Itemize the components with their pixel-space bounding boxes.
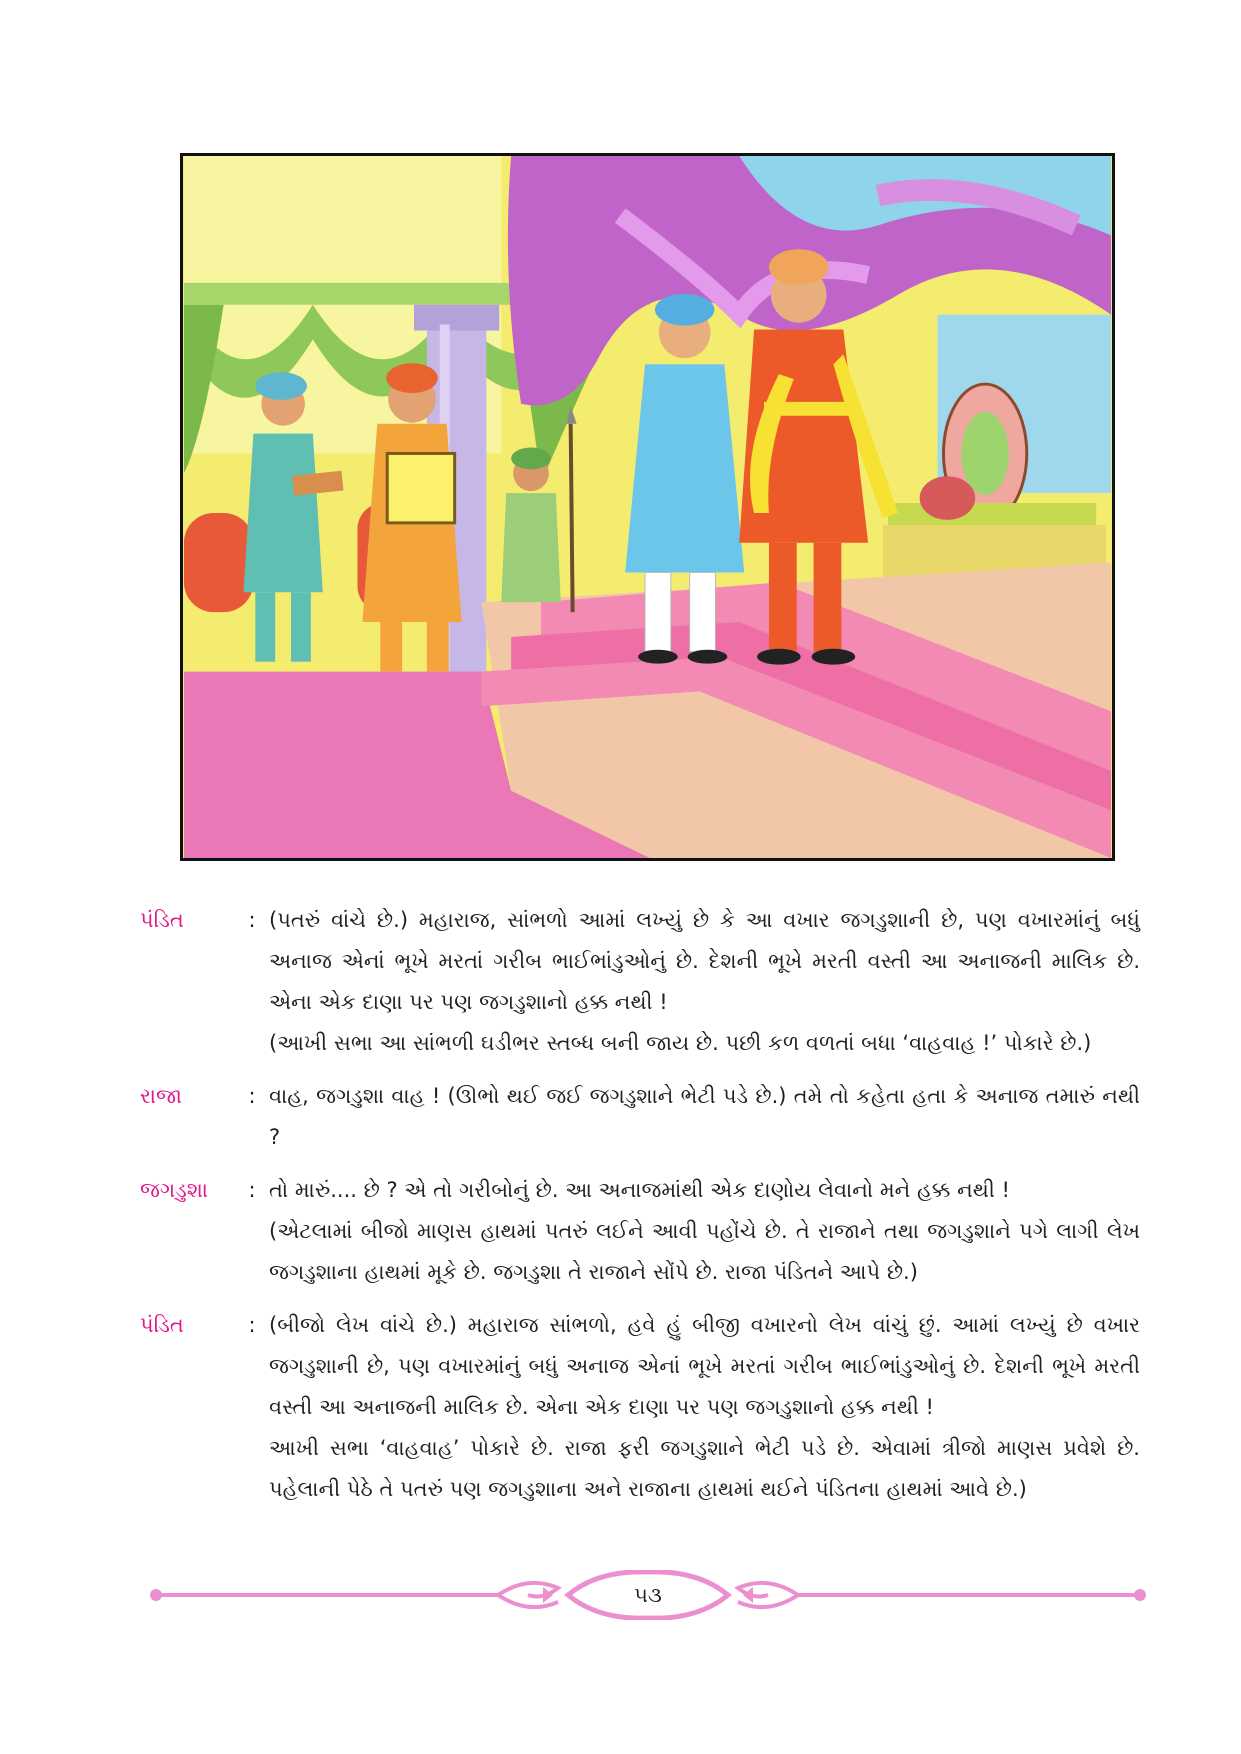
page-footer — [148, 1570, 1148, 1620]
dialogue-section — [140, 900, 1140, 1522]
dialogue-entry — [140, 1170, 1140, 1293]
royal-court-scene — [183, 156, 1112, 858]
speaker-colon: : — [248, 908, 256, 932]
dialogue-entry — [140, 1076, 1140, 1158]
dialogue-line: વાહ, જગડુશા વાહ ! (ઊભો થઈ જઈ જગડુશાને ભેટી પડે છે.) તમે તો કહેતા હતા કે અનાજ તમારું નથી ? — [269, 1084, 1140, 1149]
speaker-name: પંડિત — [140, 908, 184, 932]
speaker-colon: : — [248, 1178, 256, 1202]
dialogue-line: (પતરું વાંચે છે.) મહારાજ, સાંભળો આમાં લખ્યું છે કે આ વખાર જગડુશાની છે, પણ વખારમાંનું બધું અનાજ એનાં ભૂખે મરતાં ગરીબ ભાઈભાંડુઓનું છે. દેશની ભૂખે મરતી વસ્તી આ અનાજની માલિક છે. એના એક દાણા પર પણ જગડુશાનો હક્ક નથી ! — [269, 908, 1140, 1014]
speaker-colon: : — [248, 1313, 256, 1337]
speaker-name: પંડિત — [140, 1313, 184, 1337]
dialogue-entry — [140, 900, 1140, 1064]
speaker-name: રાજા — [140, 1084, 182, 1108]
speaker-name: જગડુશા — [140, 1178, 209, 1202]
dialogue-entry — [140, 1305, 1140, 1510]
stage-direction: (એટલામાં બીજો માણસ હાથમાં પતરું લઈને આવી પહોંચે છે. તે રાજાને તથા જગડુશાને પગે લાગી લેખ જગડુશાના હાથમાં મૂકે છે. જગડુશા તે રાજાને સોંપે છે. રાજા પંડિતને આપે છે.) — [269, 1219, 1140, 1284]
stage-direction: (આખી સભા આ સાંભળી ઘડીભર સ્તબ્ધ બની જાય છે. પછી કળ વળતાં બધા ‘વાહવાહ !’ પોકારે છે.) — [269, 1031, 1092, 1055]
speaker-colon: : — [248, 1084, 256, 1108]
page-number: ૫૩ — [634, 1583, 662, 1607]
dialogue-line: તો મારું.... છે ? એ તો ગરીબોનું છે. આ અનાજમાંથી એક દાણોય લેવાનો મને હક્ક નથી ! — [269, 1178, 1010, 1202]
story-illustration — [180, 153, 1115, 861]
dialogue-line: (બીજો લેખ વાંચે છે.) મહારાજ સાંભળો, હવે હું બીજી વખારનો લેખ વાંચું છું. આમાં લખ્યું છે વખાર જગડુશાની છે, પણ વખારમાંનું બધું અનાજ એનાં ભૂખે મરતાં ગરીબ ભાઈભાંડુઓનું છે. દેશની ભૂખે મરતી વસ્તી આ અનાજની માલિક છે. એના એક દાણા પર પણ જગડુશાનો હક્ક નથી ! — [269, 1313, 1140, 1419]
stage-direction: આખી સભા ‘વાહવાહ’ પોકારે છે. રાજા ફરી જગડુશાને ભેટી પડે છે. એવામાં ત્રીજો માણસ પ્રવેશે છે. પહેલાની પેઠે તે પતરું પણ જગડુશાના અને રાજાના હાથમાં થઈને પંડિતના હાથમાં આવે છે.) — [269, 1436, 1140, 1501]
